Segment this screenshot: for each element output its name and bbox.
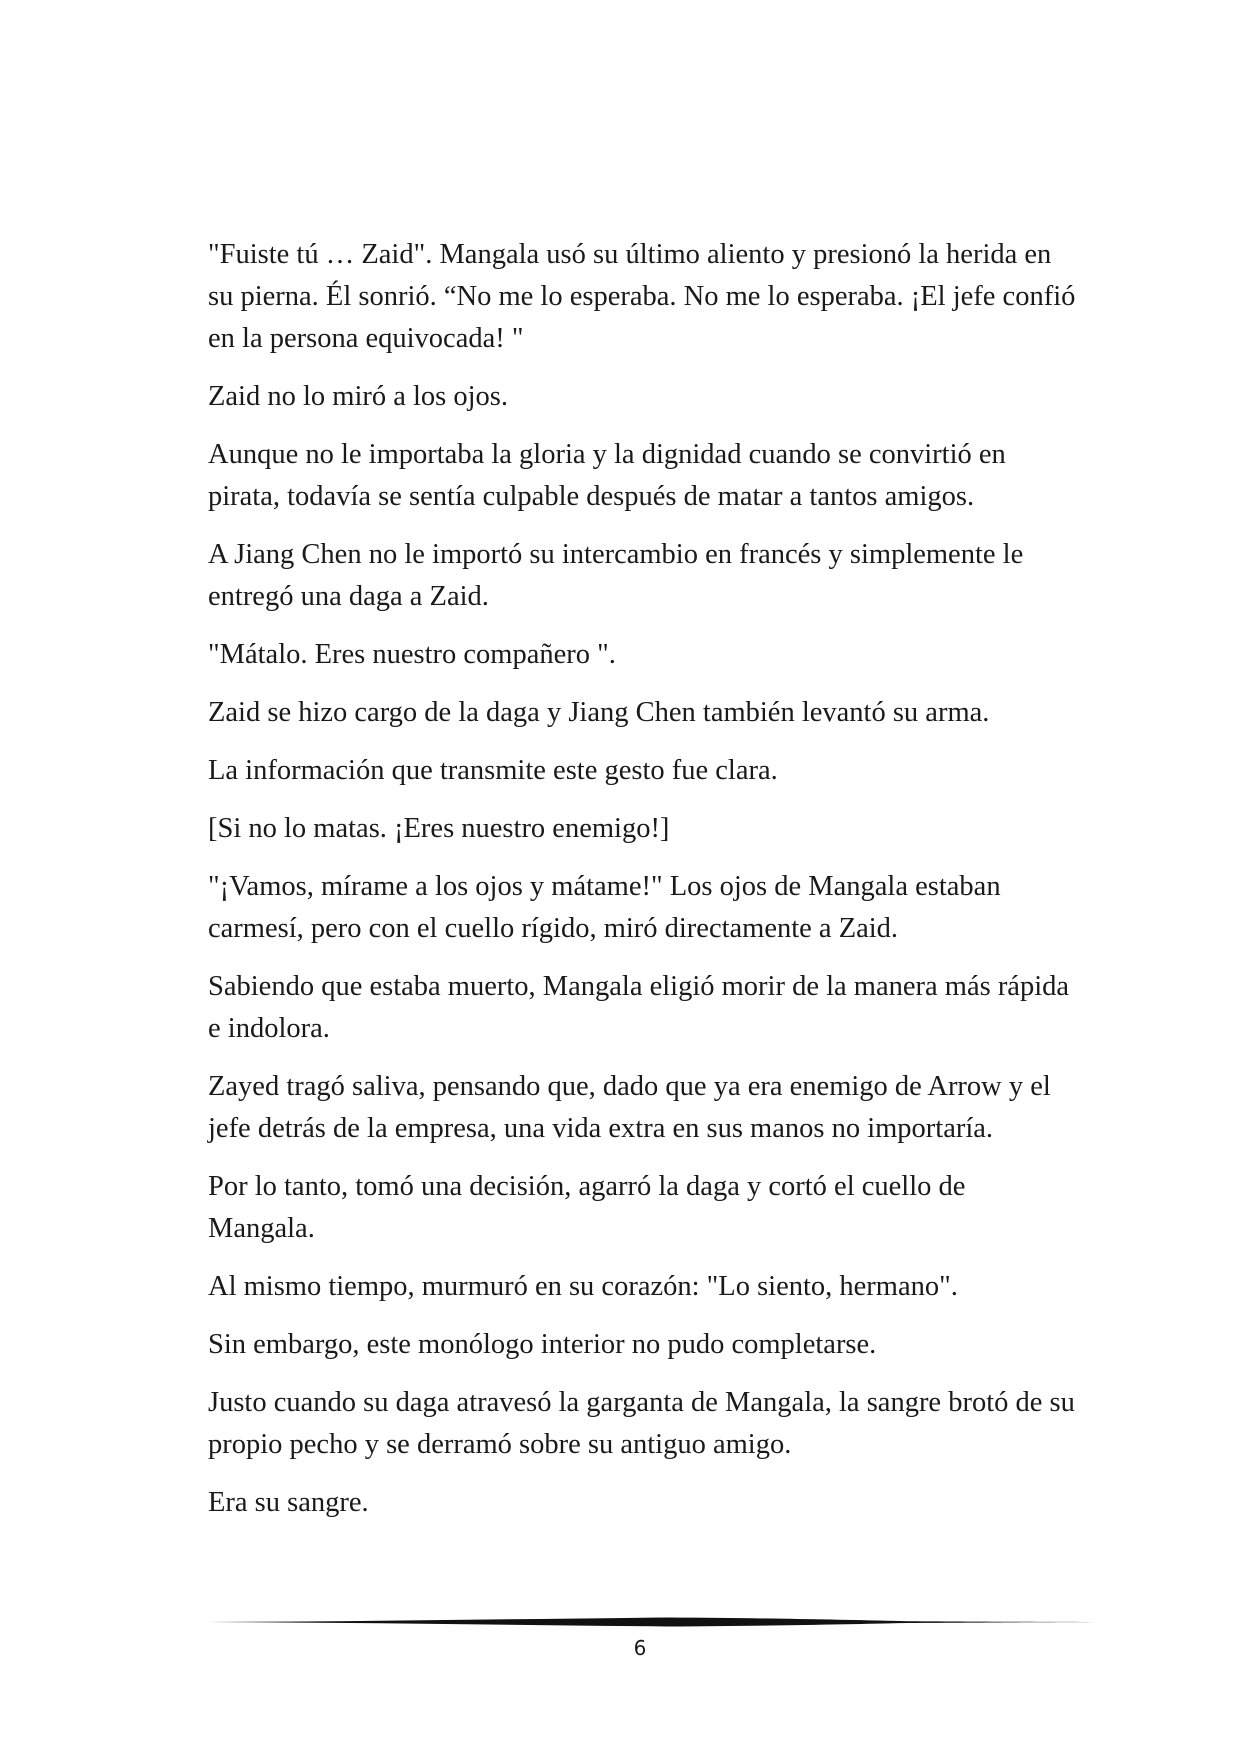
paragraph-13: Al mismo tiempo, murmuró en su corazón: "Lo siento, hermano". xyxy=(208,1271,958,1302)
paragraph-2: Zaid no lo miró a los ojos. xyxy=(208,381,509,412)
paragraph-3: Aunque no le importaba la gloria y la dignidad cuando se convirtió en pirata, todavía se sentía culpable después de matar a tantos amigos. xyxy=(208,439,1006,512)
paragraph-5: "Mátalo. Eres nuestro compañero ". xyxy=(208,639,616,670)
paragraph-10: Sabiendo que estaba muerto, Mangala eligió morir de la manera más rápida e indolora. xyxy=(208,971,1070,1044)
paragraph-16: Era su sangre. xyxy=(208,1487,369,1518)
paragraph-1: "Fuiste tú … Zaid". Mangala usó su último aliento y presionó la herida en su pierna. Él sonrió. “No me lo esperaba. No me lo esperaba. ¡El jefe confió en la persona equivocada! " xyxy=(208,239,1076,354)
paragraph-14: Sin embargo, este monólogo interior no pudo completarse. xyxy=(208,1329,877,1360)
footer-divider xyxy=(208,1615,1113,1629)
paragraph-9: "¡Vamos, mírame a los ojos y mátame!" Los ojos de Mangala estaban carmesí, pero con el cuello rígido, miró directamente a Zaid. xyxy=(208,871,1001,944)
paragraph-7: La información que transmite este gesto fue clara. xyxy=(208,755,778,786)
paragraph-8: [Si no lo matas. ¡Eres nuestro enemigo!] xyxy=(208,813,670,844)
paragraph-4: A Jiang Chen no le importó su intercambio en francés y simplemente le entregó una daga a Zaid. xyxy=(208,539,1024,612)
body-text xyxy=(208,234,1078,1540)
paragraph-12: Por lo tanto, tomó una decisión, agarró la daga y cortó el cuello de Mangala. xyxy=(208,1171,966,1244)
page-number: 6 xyxy=(633,1636,647,1660)
paragraph-6: Zaid se hizo cargo de la daga y Jiang Chen también levantó su arma. xyxy=(208,697,990,728)
paragraph-15: Justo cuando su daga atravesó la garganta de Mangala, la sangre brotó de su propio pecho y se derramó sobre su antiguo amigo. xyxy=(208,1387,1075,1460)
paragraph-11: Zayed tragó saliva, pensando que, dado que ya era enemigo de Arrow y el jefe detrás de la empresa, una vida extra en sus manos no importaría. xyxy=(208,1071,1051,1144)
